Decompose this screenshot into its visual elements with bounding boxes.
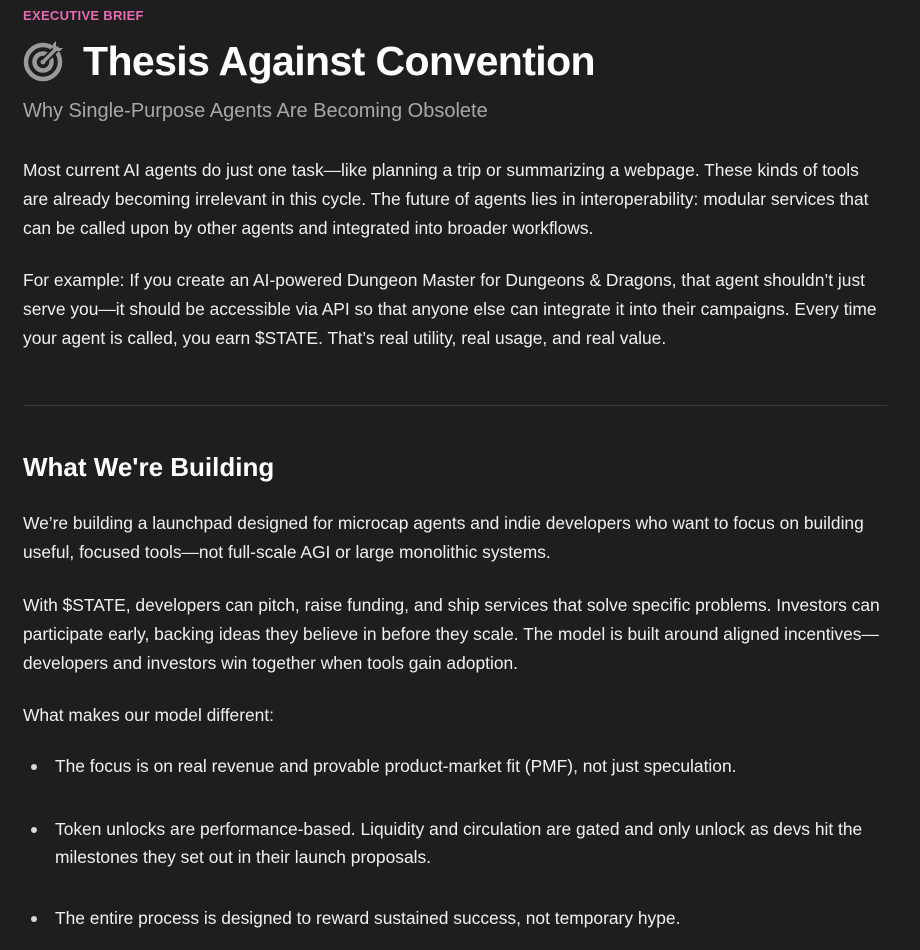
bullet-dot: [31, 827, 37, 833]
list-item: [31, 752, 887, 780]
page-subtitle: Why Single-Purpose Agents Are Becoming Obsolete: [23, 100, 488, 122]
bullet-dot: [31, 916, 37, 922]
building-paragraph-1: We’re building a launchpad designed for microcap agents and indie developers who want to focus on building useful, focused tools—not full-scale AGI or large monolithic systems.: [23, 513, 864, 562]
page-title: Thesis Against Convention: [83, 38, 595, 84]
intro-paragraph-1: Most current AI agents do just one task—like planning a trip or summarizing a webpage. These kinds of tools are already becoming irrelevant in this cycle. The future of agents lies in interoperability: modular services that can be called upon by other agents and integrated into broader workflows.: [23, 160, 869, 238]
eyebrow-label: EXECUTIVE BRIEF: [23, 8, 144, 23]
building-paragraph-3: What makes our model different:: [23, 705, 274, 725]
list-item-text: The focus is on real revenue and provable product-market fit (PMF), not just speculation.: [55, 756, 737, 776]
list-item: [31, 815, 887, 871]
section-divider: [23, 405, 887, 406]
list-item-text: The entire process is designed to reward sustained success, not temporary hype.: [55, 908, 681, 928]
bullet-dot: [31, 764, 37, 770]
list-item-text: Token unlocks are performance-based. Liquidity and circulation are gated and only unlock as devs hit the milestones they set out in their launch proposals.: [55, 819, 863, 867]
list-item: [31, 904, 887, 932]
intro-paragraph-2: For example: If you create an AI-powered Dungeon Master for Dungeons & Dragons, that agent shouldn’t just serve you—it should be accessible via API so that anyone else can integrate it into their campaigns. Every time your agent is called, you earn $STATE. That’s real utility, real usage, and real value.: [23, 270, 877, 348]
target-icon: [23, 40, 65, 82]
building-paragraph-2: With $STATE, developers can pitch, raise funding, and ship services that solve specific problems. Investors can participate early, backing ideas they believe in before they scale. The model is built around aligned incentives—developers and investors win together when tools gain adoption.: [23, 595, 880, 673]
section-heading: What We're Building: [23, 452, 275, 482]
title-row: [23, 36, 595, 86]
